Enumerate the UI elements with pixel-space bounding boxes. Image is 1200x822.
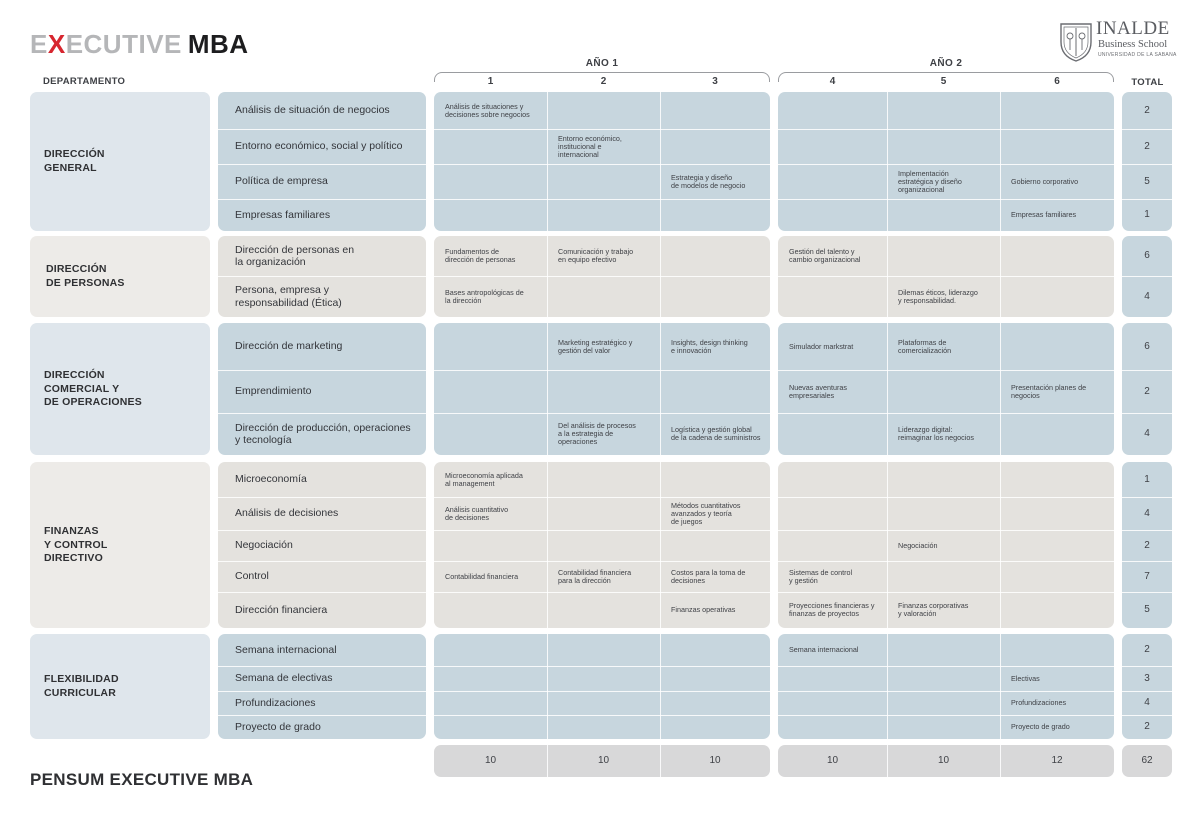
row-divider [1122,497,1172,498]
course-cell: Contabilidad financiera para la dirección [558,568,632,585]
row-divider [778,497,1114,498]
subject-label: Emprendimiento [235,385,312,398]
subject-label: Microeconomía [235,473,307,486]
column-divider [660,92,661,231]
subject-label: Profundizaciones [235,696,316,709]
row-total: 6 [1144,250,1150,261]
row-total: 4 [1144,428,1150,439]
row-divider [434,497,770,498]
row-total: 7 [1144,571,1150,582]
row-divider [434,691,770,692]
department-name: DIRECCIÓN DE PERSONAS [46,263,125,289]
course-cell: Análisis de situaciones y decisiones sobre negocios [445,102,530,119]
subject-label: Análisis de decisiones [235,507,339,520]
row-divider [434,715,770,716]
semester-total: 10 [597,755,610,766]
inalde-seal-icon [1058,20,1094,62]
semester-total: 10 [826,755,839,766]
brand-subtitle: Business School [1098,39,1168,50]
subject-label: Entorno económico, social y político [235,140,403,153]
row-divider [778,413,1114,414]
subject-label: Empresas familiares [235,208,331,221]
row-total: 2 [1144,721,1150,732]
row-total: 3 [1144,673,1150,684]
row-divider [434,276,770,277]
course-cell: Gestión del talento y cambio organizacional [789,247,861,264]
department-column-header: DEPARTAMENTO [43,76,126,87]
column-divider [1000,323,1001,455]
semester-5-header: 5 [940,76,947,87]
row-total: 5 [1144,176,1150,187]
subject-label: Dirección de marketing [235,340,343,353]
column-divider [547,323,548,455]
column-divider [1000,634,1001,739]
course-cell: Empresas familiares [1011,210,1077,219]
row-divider [778,561,1114,562]
course-cell: Profundizaciones [1011,698,1067,707]
semester-total: 12 [1051,755,1063,766]
subject-label: Persona, empresa y responsabilidad (Ética) [235,284,342,309]
column-divider [547,462,548,628]
row-divider [778,276,1114,277]
department-name: DIRECCIÓN GENERAL [44,148,105,174]
course-cell: Sistemas de control y gestión [789,568,853,585]
course-cell: Microeconomía aplicada al management [445,471,523,488]
year-1-label: AÑO 1 [585,58,619,69]
row-divider [778,592,1114,593]
subject-label: Semana de electivas [235,672,333,685]
row-divider [434,561,770,562]
logo-word-rest: ECUTIVE [65,29,182,59]
row-divider [1122,413,1172,414]
department-panel [30,462,210,628]
column-divider [547,634,548,739]
course-cell: Dilemas éticos, liderazgo y responsabilidad. [898,288,978,305]
row-divider [778,199,1114,200]
brand-name: INALDE [1096,18,1170,39]
row-divider [1122,691,1172,692]
department-panel [30,634,210,739]
column-divider [887,92,888,231]
department-name: FLEXIBILIDAD CURRICULAR [44,673,119,699]
column-divider [547,92,548,231]
subject-label: Política de empresa [235,175,328,188]
executive-mba-logo [30,30,249,58]
column-divider [1000,462,1001,628]
total-column-header: TOTAL [1131,77,1164,88]
course-cell: Contabilidad financiera [445,572,519,581]
row-divider [434,666,770,667]
course-cell: Simulador markstrat [789,342,854,351]
column-divider [887,462,888,628]
row-divider [1122,199,1172,200]
department-name: DIRECCIÓN COMERCIAL Y DE OPERACIONES [44,369,142,408]
course-cell: Proyecto de grado [1011,722,1070,731]
row-divider [778,691,1114,692]
course-cell: Estrategia y diseño de modelos de negocio [671,173,746,190]
column-divider [1000,92,1001,231]
row-divider [434,199,770,200]
row-divider [1122,129,1172,130]
row-divider [434,592,770,593]
row-divider [434,530,770,531]
subject-label: Análisis de situación de negocios [235,104,390,117]
row-total: 2 [1144,386,1150,397]
department-panel [30,236,210,317]
course-cell: Nuevas aventuras empresariales [789,383,847,400]
row-total: 5 [1144,604,1150,615]
row-total: 2 [1144,540,1150,551]
row-divider [778,715,1114,716]
course-cell: Gobierno corporativo [1011,177,1079,186]
subject-label: Control [235,570,269,583]
course-cell: Análisis cuantitativo de decisiones [445,505,509,522]
row-total: 2 [1144,644,1150,655]
course-cell: Costos para la toma de decisiones [671,568,746,585]
row-divider [434,370,770,371]
row-total: 2 [1144,141,1150,152]
subject-label: Dirección de personas en la organización [235,243,355,268]
semester-total: 10 [937,755,950,766]
row-divider [1122,370,1172,371]
pensum-title: PENSUM EXECUTIVE MBA [30,770,254,789]
course-cell: Métodos cuantitativos avanzados y teoría de juegos [671,501,741,526]
course-cell: Plataformas de comercialización [898,338,952,355]
course-cell: Finanzas operativas [671,605,736,614]
row-total: 4 [1144,508,1150,519]
course-cell: Electivas [1011,674,1040,683]
course-cell: Semana internacional [789,645,859,654]
row-total: 2 [1144,105,1150,116]
course-cell: Fundamentos de dirección de personas [445,247,516,264]
subject-label: Dirección de producción, operaciones y tecnología [235,421,411,446]
semester-total: 10 [709,755,721,766]
course-cell: Liderazgo digital: reimaginar los negocios [898,425,974,442]
grand-total: 62 [1141,755,1153,766]
row-divider [434,413,770,414]
row-divider [1122,592,1172,593]
row-divider [1122,666,1172,667]
row-total: 6 [1144,341,1150,352]
logo-letter-e: E [30,29,48,59]
course-cell: Logística y gestión global de la cadena de suministros [671,425,761,442]
logo-word-mba: MBA [187,29,249,59]
row-divider [1122,715,1172,716]
row-divider [778,164,1114,165]
subject-label: Semana internacional [235,643,337,656]
course-cell: Comunicación y trabajo en equipo efectivo [558,247,634,264]
row-divider [778,666,1114,667]
course-cell: Implementación estratégica y diseño organizacional [898,169,962,194]
column-divider [660,323,661,455]
course-cell: Negociación [898,541,938,550]
course-cell: Presentación planes de negocios [1011,383,1087,400]
row-divider [1122,561,1172,562]
course-cell: Bases antropológicas de la dirección [445,288,524,305]
column-divider [887,634,888,739]
department-panel [30,92,210,231]
row-divider [778,370,1114,371]
row-divider [434,129,770,130]
department-name: FINANZAS Y CONTROL DIRECTIVO [44,525,108,564]
row-divider [1122,276,1172,277]
row-total: 4 [1144,291,1150,302]
row-total: 4 [1144,697,1150,708]
semester-total: 10 [484,755,497,766]
column-divider [660,634,661,739]
row-total: 1 [1144,209,1150,220]
year-2-label: AÑO 2 [929,58,963,69]
row-divider [1122,164,1172,165]
subject-label: Negociación [235,539,293,552]
logo-letter-x: X [47,29,66,59]
year-1-panel [434,634,770,739]
column-divider [660,462,661,628]
row-total: 1 [1144,474,1150,485]
semester-2-header: 2 [600,76,607,87]
course-cell: Entorno económico, institucional e internacional [558,134,622,159]
semester-4-header: 4 [829,76,836,87]
subject-label: Proyecto de grado [235,720,321,733]
semester-1-header: 1 [487,76,494,87]
row-divider [1122,530,1172,531]
subject-label: Dirección financiera [235,603,328,616]
column-divider [887,323,888,455]
row-divider [778,129,1114,130]
row-divider [434,164,770,165]
semester-6-header: 6 [1054,76,1060,87]
brand-university: UNIVERSIDAD DE LA SABANA [1098,52,1177,58]
course-cell: Marketing estratégico y gestión del valor [558,338,633,355]
department-panel [30,323,210,455]
row-divider [778,530,1114,531]
course-cell: Finanzas corporativas y valoración [898,601,969,618]
semester-3-header: 3 [712,76,718,87]
course-cell: Proyecciones financieras y finanzas de proyectos [789,601,875,618]
course-cell: Del análisis de procesos a la estrategia de operaciones [558,421,636,446]
course-cell: Insights, design thinking e innovación [671,338,748,355]
